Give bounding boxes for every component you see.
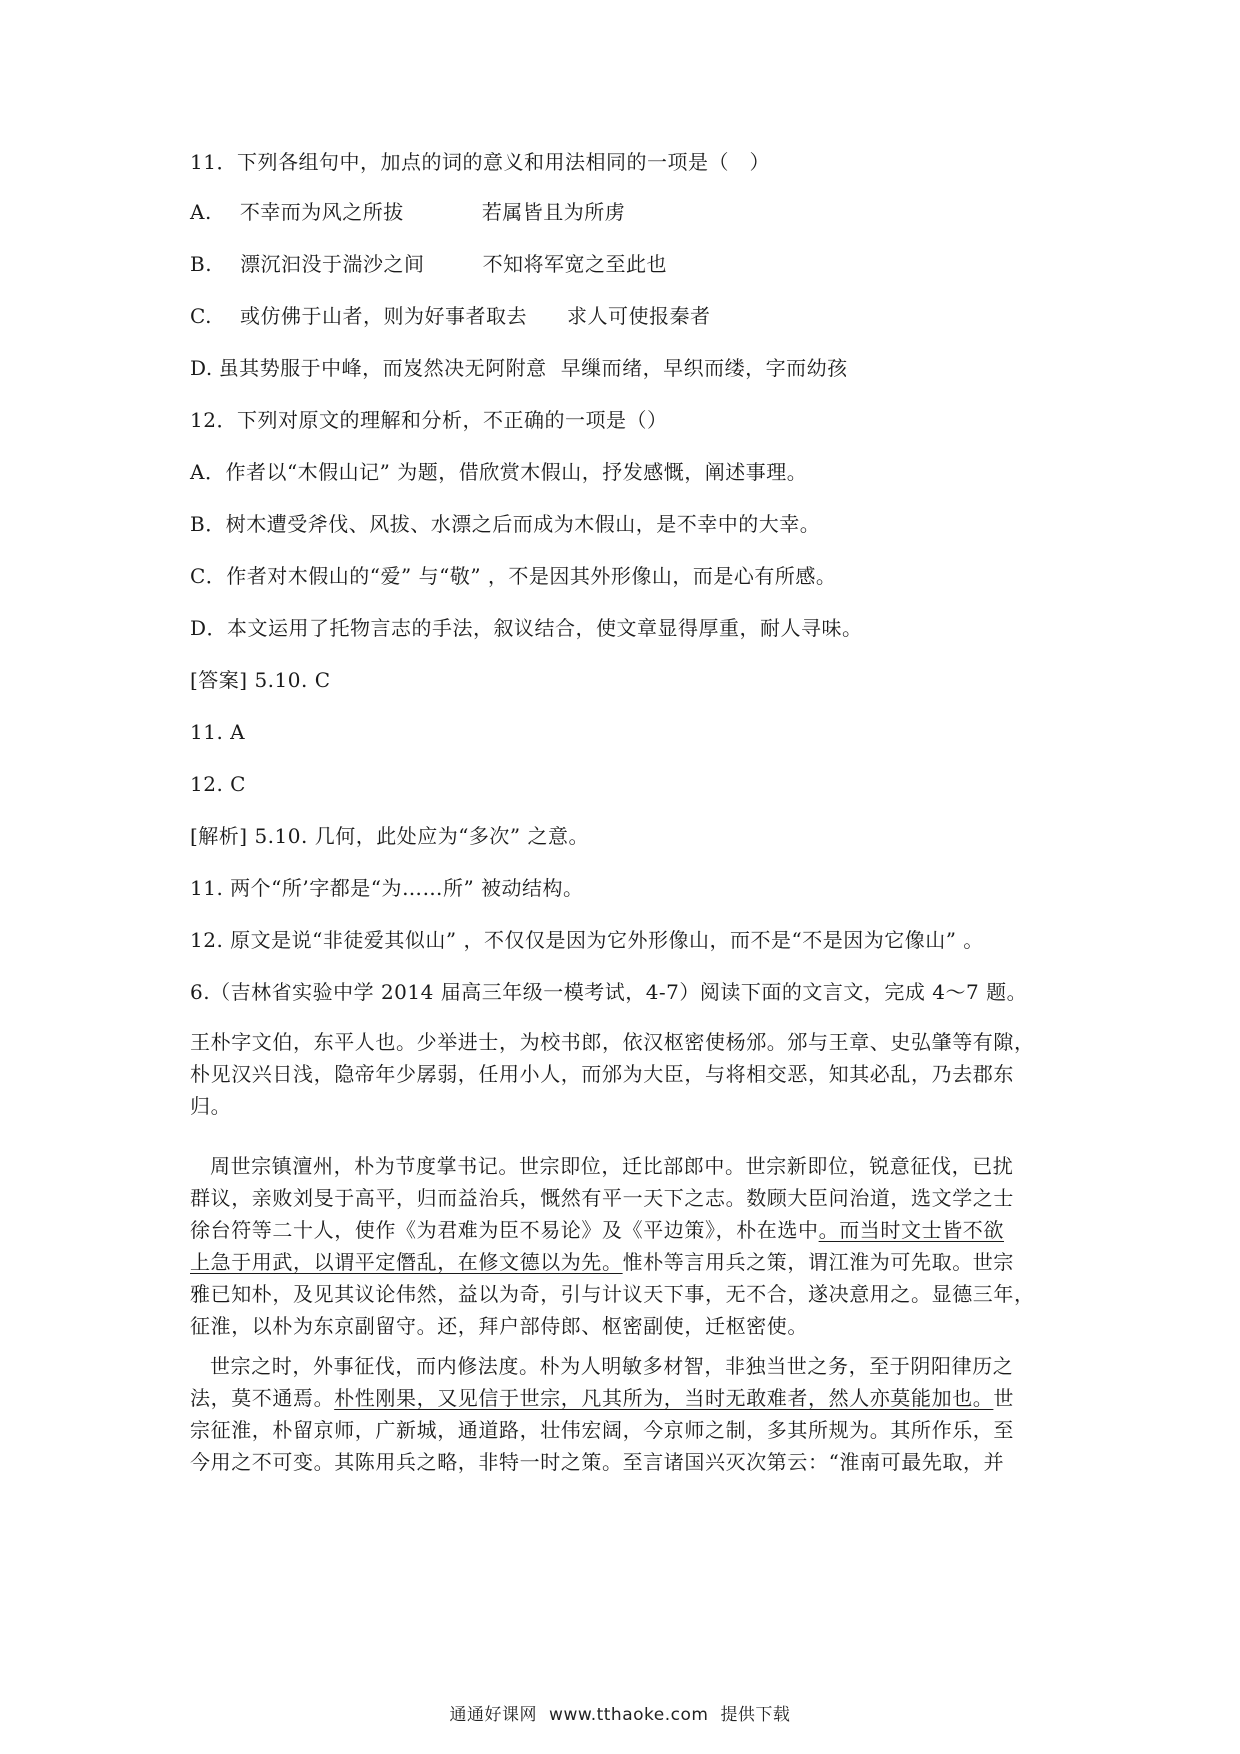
passage-p3-line-2-a: 法，莫不通焉。: [190, 1386, 335, 1410]
underlined-sentence-2: 朴性刚果，又见信于世宗，凡其所为，当时无敢难者，然人亦莫能加也。: [334, 1386, 994, 1410]
analysis-line-3: 12. 原文是说“非徒爱其似山” ，不仅仅是因为它外形像山，而不是“不是因为它像山” 。: [190, 928, 984, 952]
q11-option-c-left: 或仿佛于山者，则为好事者取去: [239, 304, 527, 328]
passage-p2-line-1: 周世宗镇澶州，朴为节度掌书记。世宗即位，迁比部郎中。世宗新即位，锐意征伐，已扰: [210, 1154, 1014, 1178]
passage-paragraph-2: [190, 1150, 1070, 1342]
answer-line-1: [答案] 5.10. C: [190, 668, 331, 692]
q11-option-d: [190, 354, 848, 382]
q11-stem: 11．下列各组句中，加点的词的意义和用法相同的一项是（ ）: [190, 150, 770, 174]
passage-p2-line-4-b: 惟朴等言用兵之策，谓江淮为可先取。世宗: [622, 1250, 1015, 1274]
q11-option-d-right: 早缫而绪，早织而缕，字而幼孩: [560, 356, 848, 380]
passage-p2-line-3-a: 徐台符等二十人，使作《为君难为臣不易论》及《平边策》，朴在选中: [190, 1218, 819, 1242]
q11-option-b-right: 不知将军宽之至此也: [482, 252, 668, 276]
q11-option-b-left: 漂沉汩没于湍沙之间: [240, 252, 425, 276]
footer-site-name: 通通好课网: [449, 1705, 538, 1725]
q12-stem: 12．下列对原文的理解和分析，不正确的一项是（）: [190, 408, 668, 432]
q6-intro: 6.（吉林省实验中学 2014 届高三年级一模考试，4-7）阅读下面的文言文，完成 4～7 题。: [190, 980, 1028, 1004]
page-footer: [0, 1700, 1240, 1725]
q12-option-d: D．本文运用了托物言志的手法，叙议结合，使文章显得厚重，耐人寻味。: [190, 616, 863, 640]
passage-p1-line-2: 朴见汉兴日浅，隐帝年少孱弱，任用小人，而邠为大臣，与将相交恶，知其必乱，乃去郡东: [190, 1062, 1014, 1086]
q12-option-b: B．树木遭受斧伐、风拔、水漂之后而成为木假山，是不幸中的大幸。: [190, 512, 821, 536]
answer-line-3: 12. C: [190, 772, 246, 796]
passage-p3-line-3: 宗征淮，朴留京师，广新城，通道路，壮伟宏阔，今京师之制，多其所规为。其所作乐，至: [190, 1418, 1014, 1442]
passage-p2-line-4: [190, 1246, 1070, 1278]
q11-option-a-left: 不幸而为风之所拔: [239, 200, 404, 224]
footer-suffix: 提供下载: [720, 1705, 791, 1725]
passage-p3-line-4: 今用之不可变。其陈用兵之略，非特一时之策。至言诸国兴灭次第云：“淮南可最先取，并: [190, 1450, 1005, 1474]
q11-option-c: [190, 302, 710, 330]
passage-p2-line-3: [190, 1214, 1070, 1246]
q11-option-a: [190, 198, 625, 226]
passage-p3-line-1: 世宗之时，外事征伐，而内修法度。朴为人明敏多材智，非独当世之务，至于阴阳律历之: [210, 1354, 1014, 1378]
q11-option-c-right: 求人可使报秦者: [566, 304, 711, 328]
passage-p2-line-2: 群议，亲败刘旻于高平，归而益治兵，慨然有平一天下之志。数顾大臣问治道，选文学之士: [190, 1186, 1014, 1210]
passage-p2-line-5: 雅已知朴，及见其议论伟然，益以为奇，引与计议天下事，无不合，遂决意用之。显德三年，: [190, 1282, 1035, 1306]
answer-line-2: 11. A: [190, 720, 246, 744]
q11-option-d-label: D.: [190, 356, 213, 380]
q11-option-d-left: 虽其势服于中峰，而岌然决无阿附意: [218, 356, 547, 380]
analysis-line-2: 11. 两个“所’字都是“为……所” 被动结构。: [190, 876, 584, 900]
q12-option-c: C．作者对木假山的“爱” 与“敬” ，不是因其外形像山，而是心有所感。: [190, 564, 837, 588]
passage-p1-line-3: 归。: [190, 1094, 232, 1118]
analysis-line-1: [解析] 5.10. 几何，此处应为“多次” 之意。: [190, 824, 590, 848]
q11-option-b-label: B.: [190, 252, 213, 276]
q11-option-b: [190, 250, 667, 278]
footer-url[interactable]: www.tthaoke.com: [549, 1705, 709, 1725]
passage-p3-line-2: [190, 1382, 1070, 1414]
passage-p1-line-1: 王朴字文伯，东平人也。少举进士，为校书郎，依汉枢密使杨邠。邠与王章、史弘肇等有隙，: [190, 1030, 1035, 1054]
passage-p3-line-2-b: 世: [993, 1386, 1015, 1410]
q11-option-a-right: 若属皆且为所虏: [481, 200, 626, 224]
q11-option-c-label: C.: [190, 304, 212, 328]
passage-paragraph-3: [190, 1350, 1070, 1478]
underlined-sentence-1b: 上急于用武，以谓平定僭乱，在修文德以为先。: [190, 1250, 623, 1274]
q11-option-a-label: A.: [190, 200, 212, 224]
passage-paragraph-1: [190, 1026, 1070, 1122]
q12-option-a: A．作者以“木假山记” 为题，借欣赏木假山，抒发感慨，阐述事理。: [190, 460, 808, 484]
passage-p2-line-6: 征淮，以朴为东京副留守。还，拜户部侍郎、枢密副使，迁枢密使。: [190, 1314, 808, 1338]
underlined-sentence-1a: 。而当时文士皆不欲: [818, 1218, 1005, 1242]
